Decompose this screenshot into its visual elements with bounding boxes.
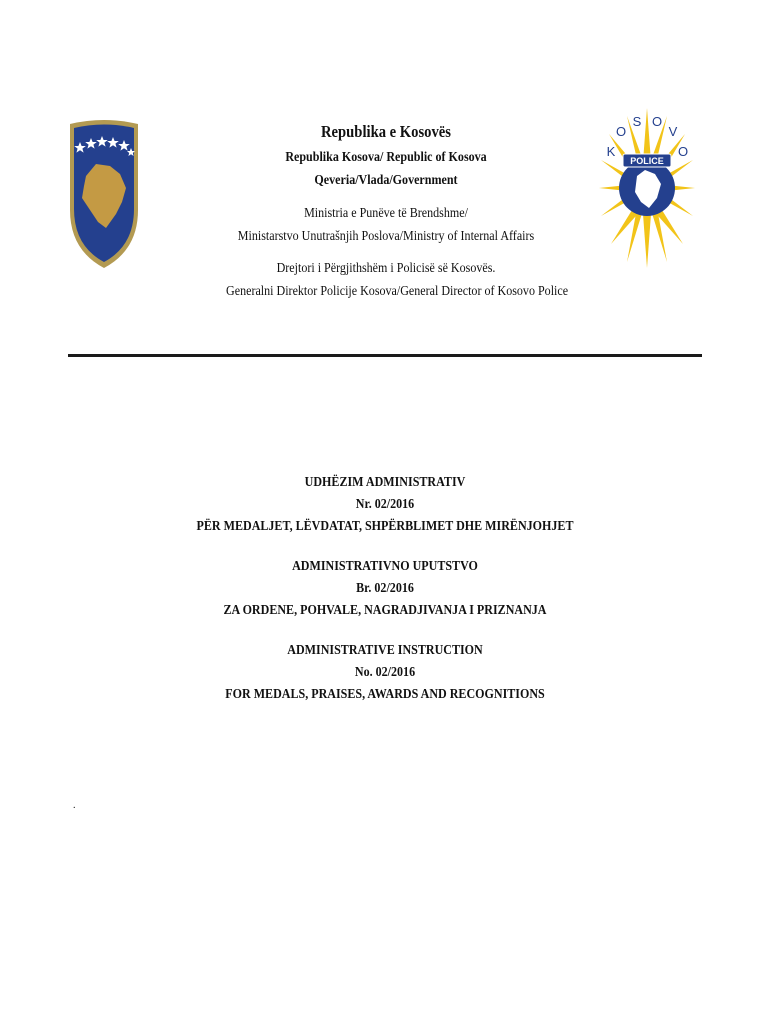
header-director-multilingual: Generalni Direktor Policije Kosova/General Director of Kosovo Police: [226, 284, 569, 299]
header-director-albanian: Drejtori i Përgjithshëm i Policisë së Kosovës.: [276, 261, 496, 276]
title-block-serbian: [90, 556, 680, 622]
document-header: [200, 122, 572, 300]
header-ministry-albanian: Ministria e Punëve të Brendshme/: [304, 206, 468, 221]
badge-letter-s: S: [632, 114, 642, 129]
title-albanian-subject: PËR MEDALJET, LËVDATAT, SHPËRBLIMET DHE MIRËNJOHJET: [196, 519, 574, 534]
title-english-number: No. 02/2016: [354, 665, 416, 680]
title-block-english: [90, 640, 680, 706]
title-serbian-number: Br. 02/2016: [356, 581, 414, 596]
kosovo-coat-of-arms-logo: [66, 118, 142, 273]
title-block-albanian: [90, 472, 680, 538]
title-serbian-subject: ZA ORDENE, POHVALE, NAGRADJIVANJA I PRIZNANJA: [223, 603, 547, 618]
header-ministry-multilingual: Ministarstvo Unutrašnjih Poslova/Ministry of Internal Affairs: [237, 229, 535, 244]
title-english-type: ADMINISTRATIVE INSTRUCTION: [287, 643, 483, 658]
stray-mark: .: [73, 800, 76, 811]
badge-letter-o3: O: [677, 144, 689, 159]
header-republic-multilingual: Republika Kosova/ Republic of Kosova: [285, 150, 487, 165]
title-serbian-type: ADMINISTRATIVNO UPUTSTVO: [292, 559, 478, 574]
header-divider: [68, 354, 702, 357]
header-republic-albanian: Republika e Kosovës: [321, 122, 451, 141]
kosovo-police-badge-logo: [597, 104, 697, 272]
title-albanian-type: UDHËZIM ADMINISTRATIV: [304, 475, 466, 490]
badge-letter-v: V: [668, 124, 678, 139]
badge-letter-o1: O: [615, 124, 627, 139]
title-english-subject: FOR MEDALS, PRAISES, AWARDS AND RECOGNITIONS: [225, 687, 545, 702]
police-banner-text: POLICE: [630, 156, 664, 166]
header-government: Qeveria/Vlada/Government: [314, 173, 458, 188]
document-titles: [90, 472, 680, 724]
badge-letter-o2: O: [651, 114, 663, 129]
title-albanian-number: Nr. 02/2016: [355, 497, 415, 512]
badge-letter-k: K: [606, 144, 616, 159]
